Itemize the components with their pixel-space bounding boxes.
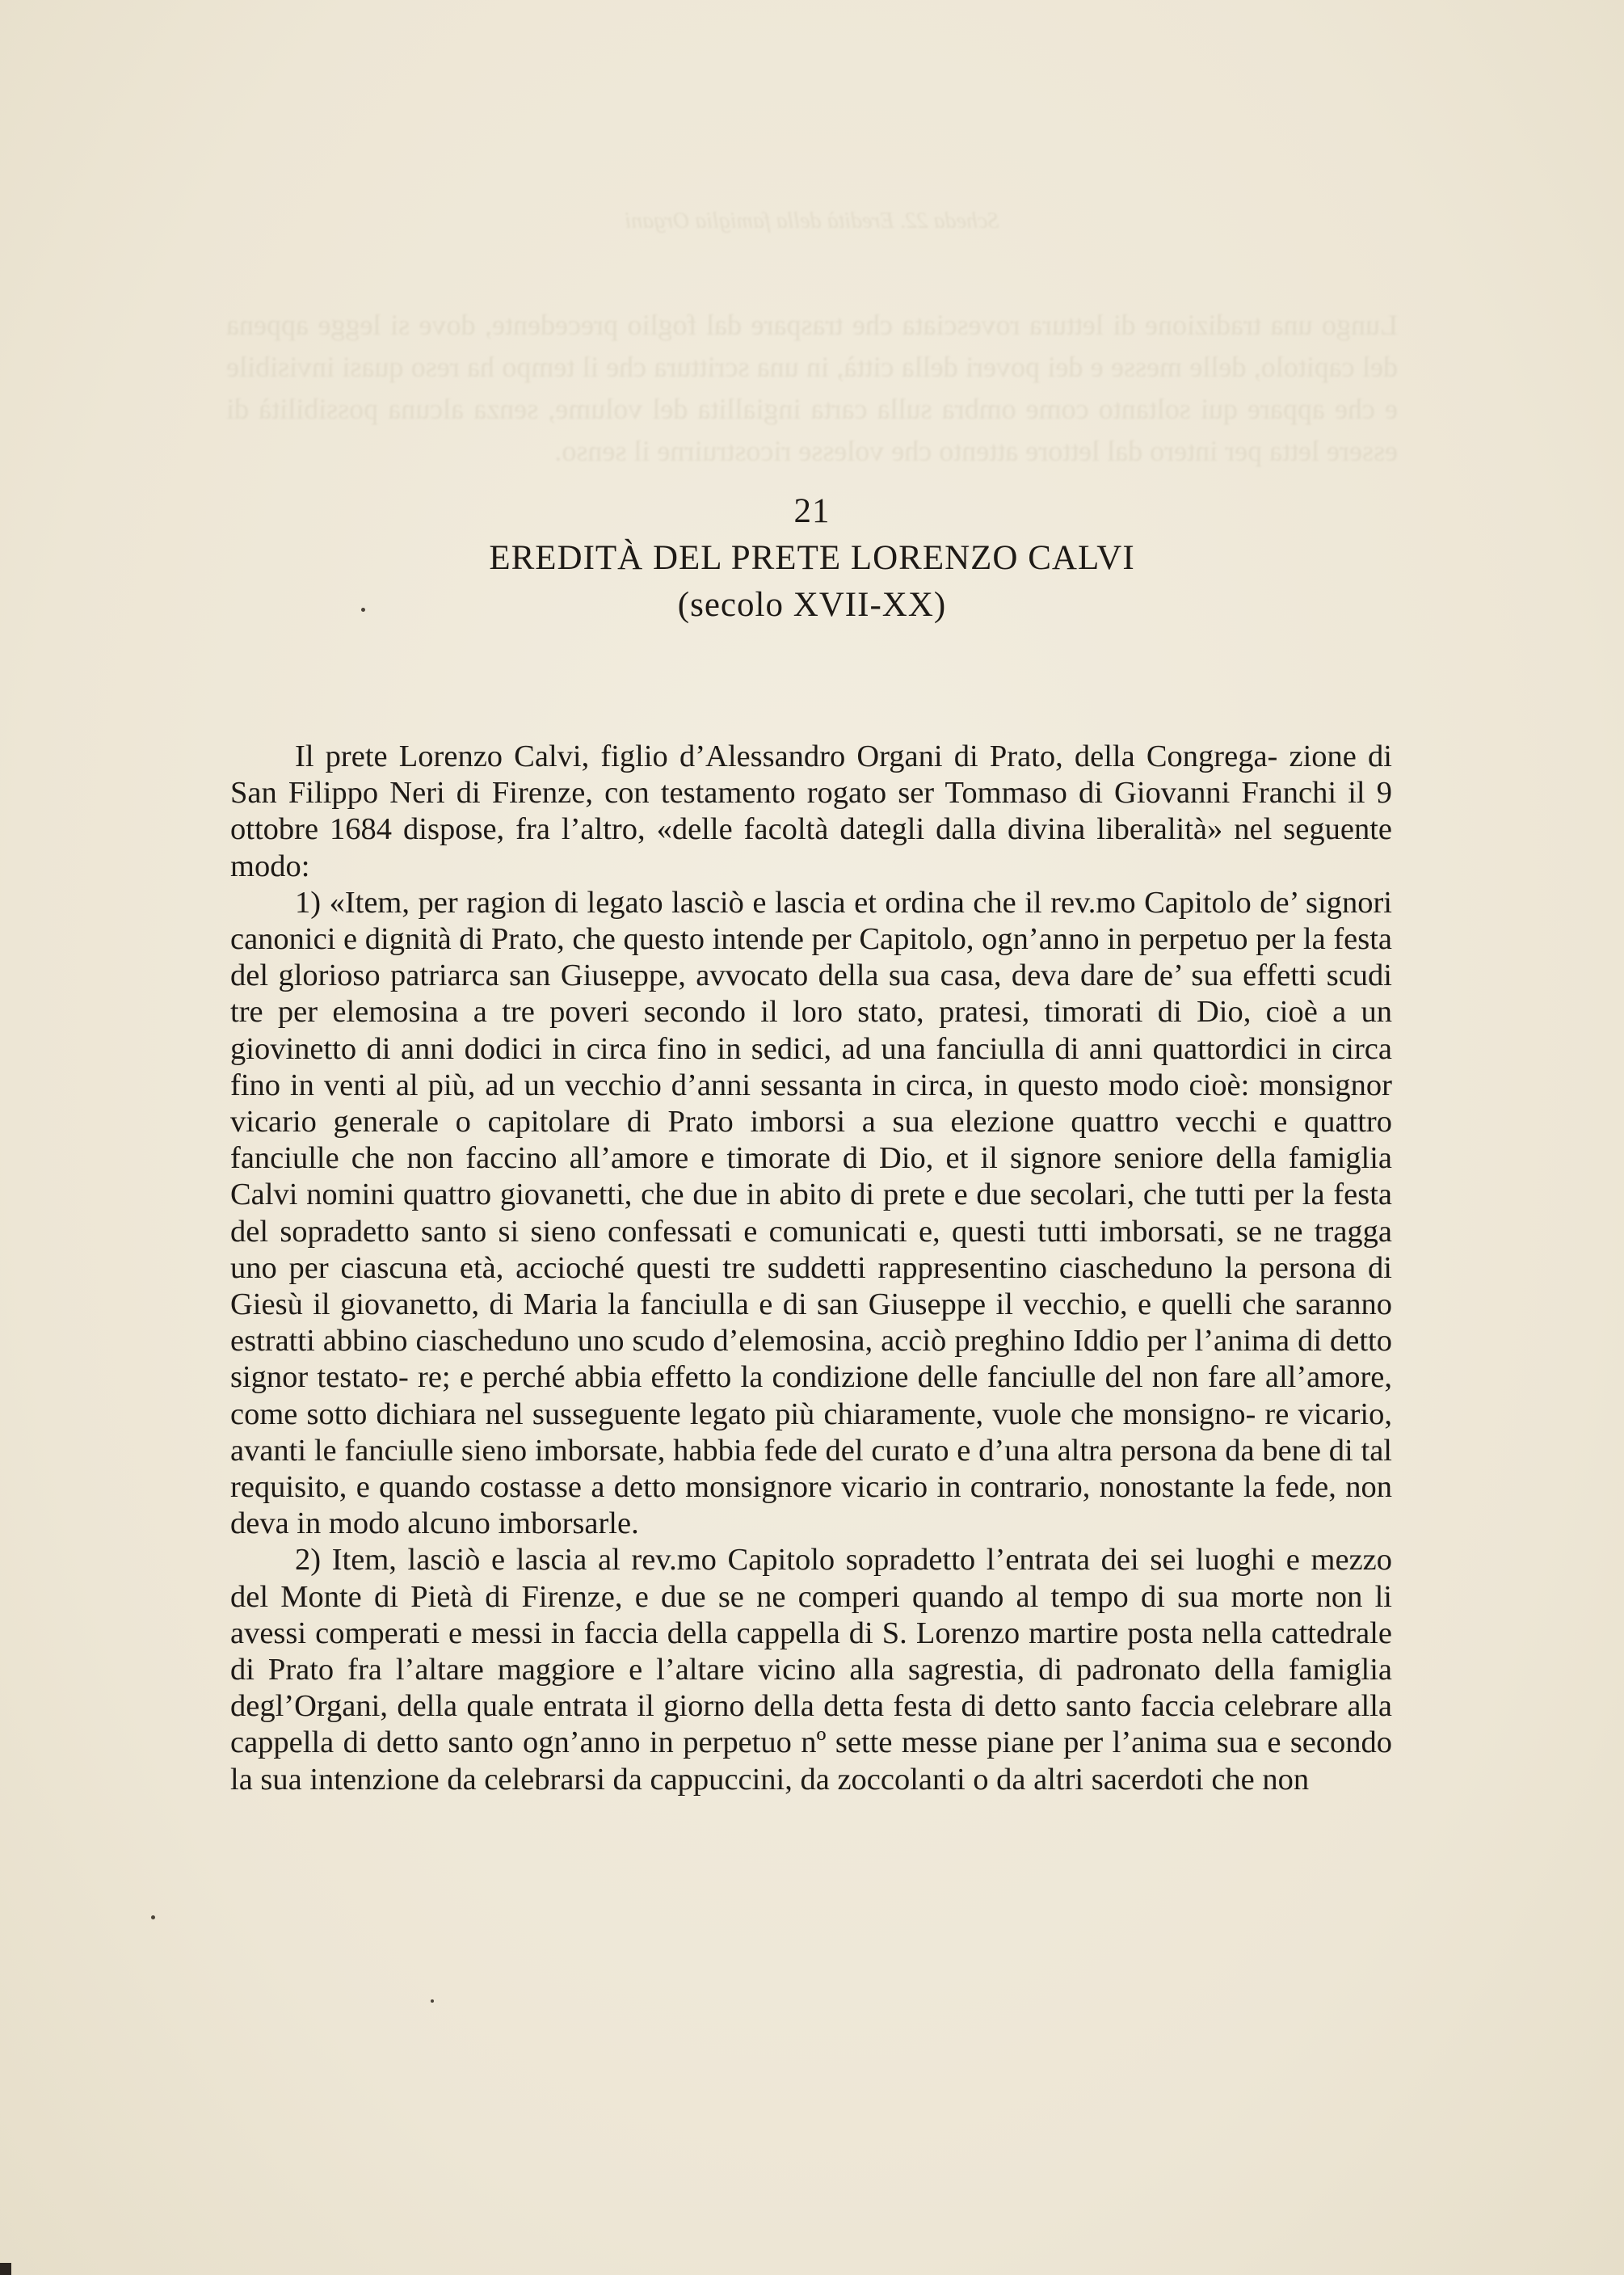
- body-text: [230, 739, 1392, 1951]
- paragraph-item-2: 2) Item, lasciò e lascia al rev.mo Capitolo sopradetto l’entrata dei sei luoghi e mezzo del Monte di Pietà di Firenze, e due se ne comperi quando al tempo di sua morte non li avessi comperati e messi in faccia della cappella di S. Lorenzo martire posta nella cattedrale di Prato fra l’altare maggiore e l’altare vicino alla sagrestia, di padronato della famiglia degl’Organi, della quale entrata il giorno della detta festa di detto santo faccia celebrare alla cappella di detto santo ogn’anno in perpetuo nº sette messe piane per l’anima sua e secondo la sua intenzione da celebrarsi da cappuccini, da zoccolanti o da altri sacerdoti che non: [230, 1543, 1392, 1797]
- paper-speck: [151, 1915, 155, 1919]
- bleed-through-text: Lungo una tradizione di lettura rovesciata che traspare dal foglio precedente, dove si legge appena del capitolo, delle messe e dei poveri della città, in una scrittura che il tempo ha reso quasi invisibile e che appare qui soltanto come ombra sulla carta ingiallita del volume, senza alcuna possibilità di essere letta per intero dal lettore attento che volesse ricostruirne il senso.: [226, 309, 1398, 467]
- page-edge-mark: [0, 2263, 11, 2275]
- paragraph-item-1: 1) «Item, per ragion di legato lasciò e lascia et ordina che il rev.mo Capitolo de’ signori canonici e dignità di Prato, che questo intende per Capitolo, ogn’anno in perpetuo per la festa del glorioso patriarca san Giuseppe, avvocato della sua casa, deva dare de’ sua effetti scudi tre per elemosina a tre poveri secondo il loro stato, pratesi, timorati di Dio, cioè a un giovinetto di anni dodici in circa fino in sedici, ad una fanciulla di anni quattordici in circa fino in venti al più, ad un vecchio d’anni sessanta in circa, in questo modo cioè: monsignor vicario generale o capitolare di Prato imborsi a sua elezione quattro vecchi e quattro fanciulle che non faccino all’amore e timorate di Dio, et il signore seniore della famiglia Calvi nomini quattro giovanetti, che due in abito di prete e due secolari, che tutti per la festa del sopradetto santo si sieno confessati e comunicati e, questi tutti imborsati, se ne tragga uno per ciascuna età, accioché questi tre suddetti rappresentino ciascheduno la persona di Giesù il giovanetto, di Maria la fanciulla e di san Giuseppe il vecchio, e quelli che saranno estratti abbino ciascheduno uno scudo d’elemosina, acciò preghino Iddio per l’anima di detto signor testato- re; e perché abbia effetto la condizione delle fanciulle del non fare all’amore, come sotto dichiara nel susseguente legato più chiaramente, vuole che monsigno- re vicario, avanti le fanciulle sieno imborsate, habbia fede del curato e d’una altra persona da bene di tal requisito, e quando costasse a detto monsignore vicario in contrario, nonostante la fede, non deva in modo alcuno imborsarle.: [230, 885, 1392, 1541]
- paper-speck: [361, 608, 365, 612]
- section-number: 21: [793, 492, 831, 530]
- bleed-through-header: Scheda 22. Eredità della famiglia Organi: [625, 209, 999, 233]
- paragraph-intro: Il prete Lorenzo Calvi, figlio d’Alessandro Organi di Prato, della Congrega- zione di San Filippo Neri di Firenze, con testamento rogato ser Tommaso di Giovanni Franchi il 9 ottobre 1684 dispose, fra l’altro, «delle facoltà dategli dalla divina liberalità» nel seguente modo:: [230, 739, 1392, 883]
- paper-speck: [431, 1999, 434, 2003]
- section-title: EREDITÀ DEL PRETE LORENZO CALVI: [489, 539, 1135, 577]
- section-subtitle: (secolo XVII-XX): [677, 586, 947, 624]
